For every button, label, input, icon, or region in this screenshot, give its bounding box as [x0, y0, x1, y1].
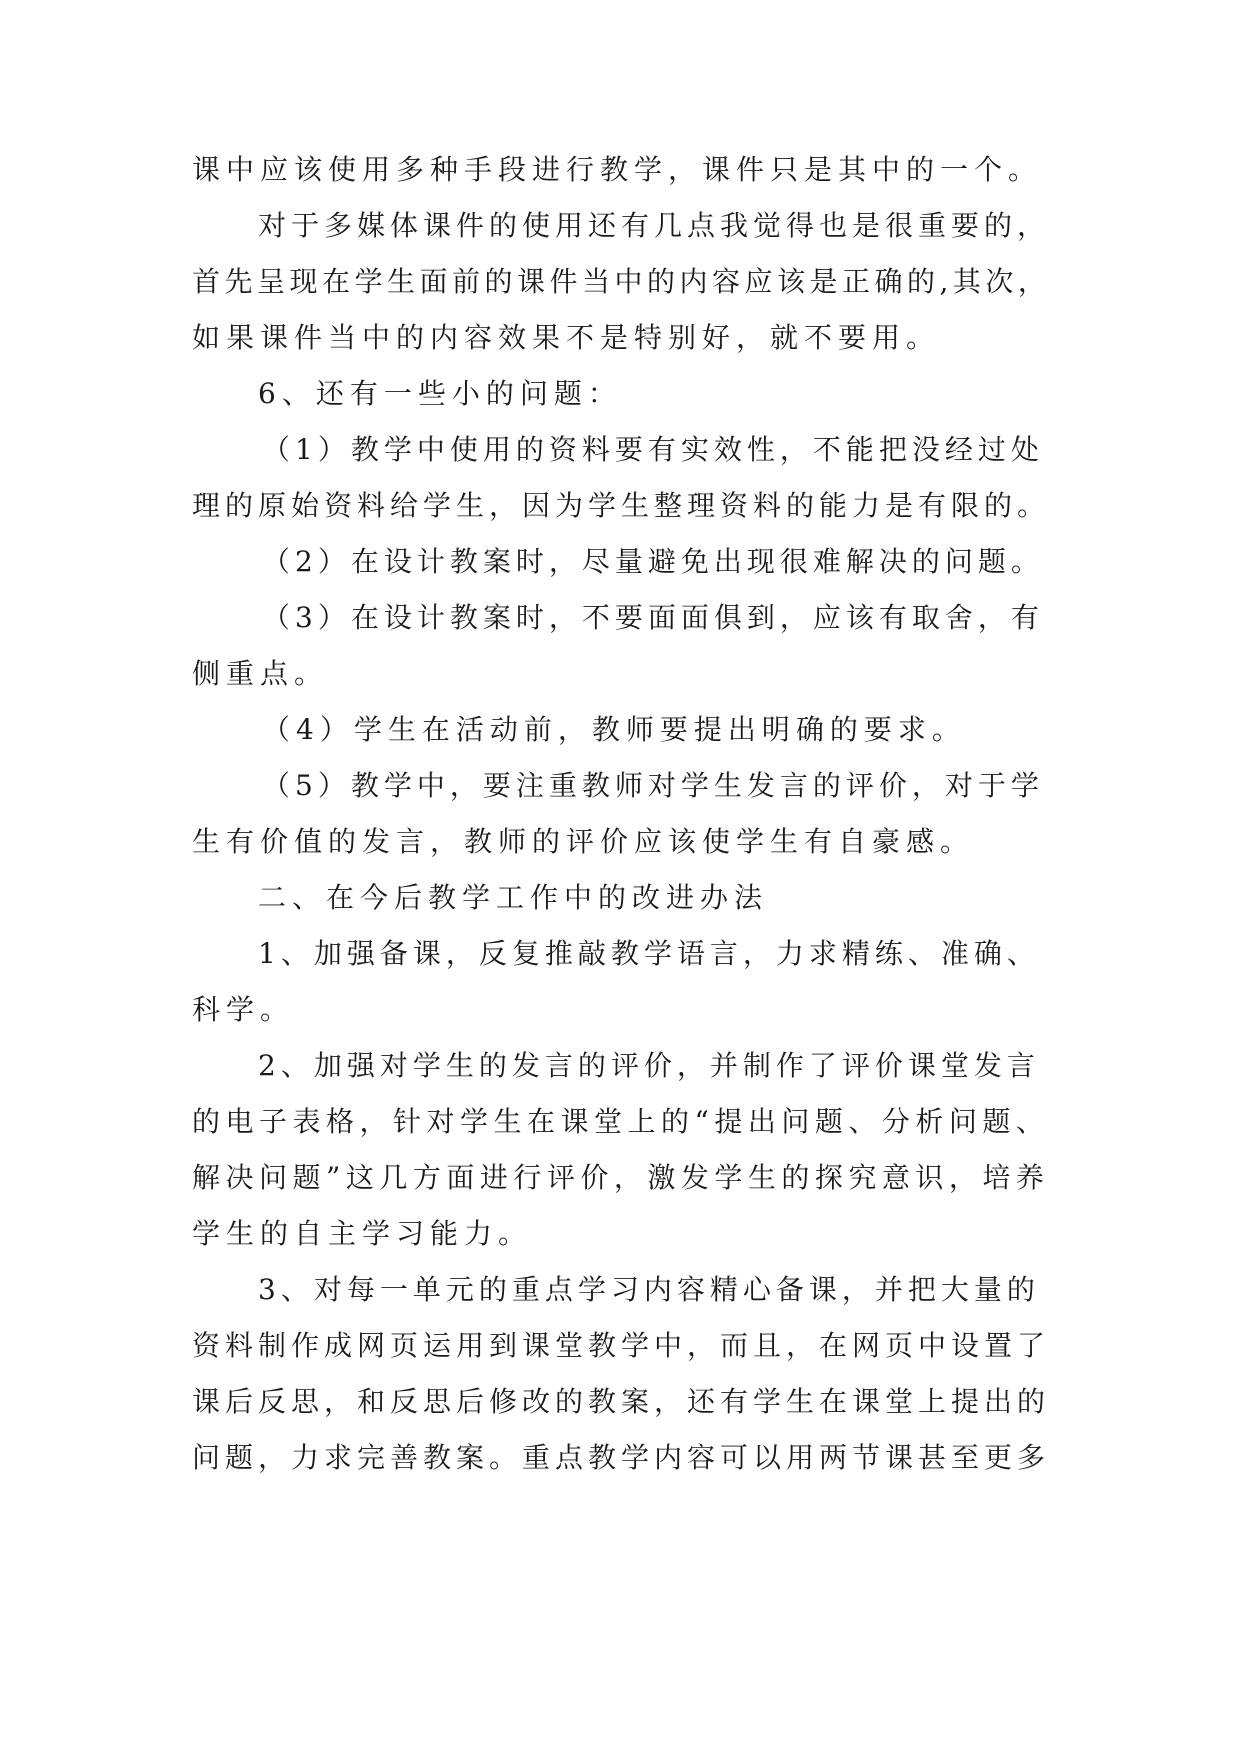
- paragraph-line: 的电子表格，针对学生在课堂上的“提出问题、分析问题、: [192, 1105, 1050, 1138]
- paragraph-line: 理的原始资料给学生，因为学生整理资料的能力是有限的。: [192, 489, 1051, 522]
- paragraph-line: 首先呈现在学生面前的课件当中的内容应该是正确的,其次，: [192, 265, 1051, 298]
- section-heading: 6、还有一些小的问题：: [258, 377, 622, 410]
- list-item: （1）教学中使用的资料要有实效性，不能把没经过处: [262, 433, 1044, 466]
- section-heading: 二、在今后教学工作中的改进办法: [258, 881, 769, 914]
- paragraph-line: 生有价值的发言，教师的评价应该使学生有自豪感。: [192, 825, 975, 858]
- paragraph-line: 侧重点。: [192, 657, 329, 690]
- paragraph-line: 问题，力求完善教案。重点教学内容可以用两节课甚至更多: [192, 1441, 1051, 1474]
- list-item: （2）在设计教案时，尽量避免出现很难解决的问题。: [262, 545, 1044, 578]
- paragraph-line: 科学。: [192, 993, 295, 1026]
- paragraph-line: 如果课件当中的内容效果不是特别好，就不要用。: [192, 321, 941, 354]
- paragraph-line: 学生的自主学习能力。: [192, 1217, 533, 1250]
- list-item: （4）学生在活动前，教师要提出明确的要求。: [262, 713, 966, 746]
- list-item: 2、加强对学生的发言的评价，并制作了评价课堂发言: [258, 1049, 1040, 1082]
- list-item: （5）教学中，要注重教师对学生发言的评价，对于学: [262, 769, 1044, 802]
- list-item: （3）在设计教案时，不要面面俱到，应该有取舍，有: [262, 601, 1044, 634]
- list-item: 3、对每一单元的重点学习内容精心备课，并把大量的: [258, 1273, 1040, 1306]
- paragraph-line: 解决问题”这几方面进行评价，激发学生的探究意识，培养: [192, 1161, 1050, 1194]
- list-item: 1、加强备课，反复推敲教学语言，力求精练、准确、: [258, 937, 1040, 970]
- paragraph-line: 课后反思，和反思后修改的教案，还有学生在课堂上提出的: [192, 1385, 1051, 1418]
- paragraph-line: 课中应该使用多种手段进行教学，课件只是其中的一个。: [192, 153, 1043, 186]
- paragraph-line: 对于多媒体课件的使用还有几点我觉得也是很重要的，: [258, 209, 1051, 242]
- paragraph-line: 资料制作成网页运用到课堂教学中，而且，在网页中设置了: [192, 1329, 1051, 1362]
